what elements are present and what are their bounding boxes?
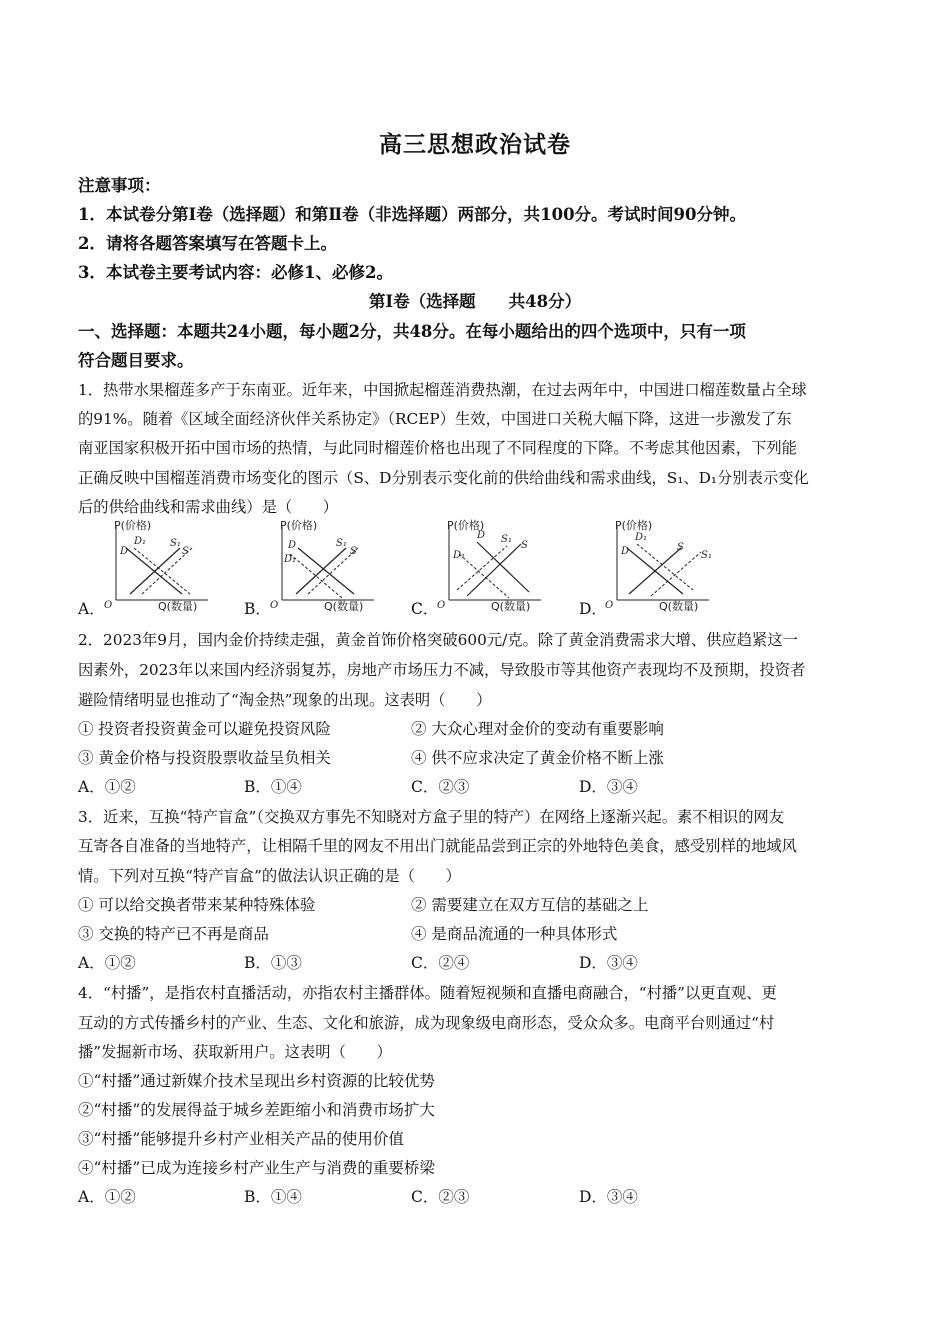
y-axis-label: P(价格) [615,519,653,532]
q2-option-d: D．③④ [579,778,638,796]
q3-text: 情。下列对互换“特产盲盒”的做法认识正确的是（ ） [78,867,461,885]
curve-label-s1: S₁ [170,538,181,549]
q4-statement: ③“村播”能够提升乡村产业相关产品的使用价值 [78,1130,404,1148]
q3-option-a: A．①② [78,954,136,972]
notice-item: 1．本试卷分第Ⅰ卷（选择题）和第Ⅱ卷（非选择题）两部分，共100分。考试时间90分钟。 [78,205,747,224]
q4-statement: ②“村播”的发展得益于城乡差距缩小和消费市场扩大 [78,1101,435,1119]
q3-option-c: C．②④ [411,954,470,972]
part-intro: 符合题目要求。 [78,351,194,370]
x-axis-label: Q(数量) [324,600,364,612]
y-axis-label: P(价格) [447,519,485,532]
q4-option-c: C．②③ [411,1188,470,1206]
origin-label: O [270,600,279,611]
part-intro: 一、选择题：本题共24小题，每小题2分，共48分。在每小题给出的四个选项中，只有一项 [78,322,746,341]
curve-label-s: S [521,540,528,551]
q1-text: 的91%。随着《区域全面经济伙伴关系协定》（RCEP）生效，中国进口关税大幅下降，这进一步激发了东 [78,410,792,428]
q1-text: 正确反映中国榴莲消费市场变化的图示（S、D分别表示变化前的供给曲线和需求曲线，S₁、D₁分别表示变化 [78,469,809,487]
q1-text: 南亚国家积极开拓中国市场的热情，与此同时榴莲价格也出现了不同程度的下降。不考虑其他因素，下列能 [78,439,797,457]
q1-graph-b [266,518,386,612]
notice-item: 3．本试卷主要考试内容：必修1、必修2。 [78,263,393,282]
q2-option-c: C．②③ [411,778,470,796]
q1-text: 1．热带水果榴莲多产于东南亚。近年来，中国掀起榴莲消费热潮，在过去两年中，中国进口榴莲数量占全球 [78,381,807,399]
q4-text: 互动的方式传播乡村的产业、生态、文化和旅游，成为现象级电商形态，受众众多。电商平台则通过“村 [78,1014,775,1032]
section-title: 第Ⅰ卷（选择题 共48分） [368,292,582,311]
q1-option-c: C． [411,600,439,618]
q4-option-a: A．①② [78,1188,136,1206]
q3-option-b: B．①③ [244,954,302,972]
q3-statement: ① 可以给交换者带来某种特殊体验 [78,896,316,914]
curve-label-s: S [350,546,357,557]
q2-text: 因素外，2023年以来国内经济弱复苏，房地产市场压力不减，导致股市等其他资产表现均不及预期，投资者 [78,661,806,679]
curve-label-d1: D₁ [635,532,648,543]
q4-text: 播”发掘新市场、获取新用户。这表明（ ） [78,1043,392,1061]
curve-label-d1: D₁ [134,536,147,547]
q4-statement: ④“村播”已成为连接乡村产业生产与消费的重要桥梁 [78,1159,435,1177]
y-axis-label: P(价格) [114,519,152,532]
notice-heading: 注意事项： [78,176,161,195]
q4-statement: ①“村播”通过新媒介技术呈现出乡村资源的比较优势 [78,1072,435,1090]
q2-option-a: A．①② [78,778,136,796]
q3-option-d: D．③④ [579,954,638,972]
x-axis-label: Q(数量) [491,600,531,612]
q2-statement: ④ 供不应求决定了黄金价格不断上涨 [411,749,664,767]
curve-label-s1: S₁ [501,534,512,545]
y-axis-label: P(价格) [280,519,318,532]
q1-graph-a [100,518,220,612]
curve-label-d1: D₁ [453,550,466,561]
q1-option-a: A． [78,600,105,618]
q3-statement: ② 需要建立在双方互信的基础之上 [411,896,649,914]
curve-label-s1: S₁ [336,538,347,549]
curve-label-d: D [288,540,297,551]
q4-option-b: B．①④ [244,1188,302,1206]
curve-label-s: S [677,542,684,553]
q4-text: 4．“村播”，是指农村直播活动，亦指农村主播群体。随着短视频和直播电商融合，“村播”以更直观、更 [78,984,777,1002]
curve-label-d: D [621,546,630,557]
q2-text: 2．2023年9月，国内金价持续走强，黄金首饰价格突破600元/克。除了黄金消费需求大增、供应趋紧这一 [78,631,798,649]
curve-label-d1: D₁ [284,554,297,565]
origin-label: O [104,600,113,611]
curve-label-d: D [477,530,486,541]
q1-text: 后的供给曲线和需求曲线）是（ ） [78,498,339,516]
q2-statement: ② 大众心理对金价的变动有重要影响 [411,720,664,738]
x-axis-label: Q(数量) [659,600,699,612]
page-title: 高三思想政治试卷 [379,131,571,158]
curve-label-s: S [182,546,189,557]
origin-label: O [605,600,614,611]
q4-option-d: D．③④ [579,1188,638,1206]
x-axis-label: Q(数量) [158,600,198,612]
q3-statement: ④ 是商品流通的一种具体形式 [411,925,618,943]
q2-option-b: B．①④ [244,778,302,796]
q3-text: 互寄各自准备的当地特产，让相隔千里的网友不用出门就能品尝到正宗的外地特色美食，感受别样的地域风 [78,837,797,855]
q1-graph-d [601,518,721,612]
q2-statement: ① 投资者投资黄金可以避免投资风险 [78,720,331,738]
q2-statement: ③ 黄金价格与投资股票收益呈负相关 [78,749,331,767]
q1-option-d: D． [579,600,607,618]
notice-item: 2．请将各题答案填写在答题卡上。 [78,234,337,253]
q2-text: 避险情绪明显也推动了“淘金热”现象的出现。这表明（ ） [78,691,492,709]
q1-option-b: B． [244,600,271,618]
q1-graph-c [433,518,553,612]
origin-label: O [437,600,446,611]
curve-label-d: D [120,546,129,557]
q3-text: 3．近来，互换“特产盲盒”（交换双方事先不知晓对方盒子里的特产）在网络上逐渐兴起。素不相识的网友 [78,808,785,826]
q3-statement: ③ 交换的特产已不再是商品 [78,925,269,943]
curve-label-s1: S₁ [701,550,712,561]
